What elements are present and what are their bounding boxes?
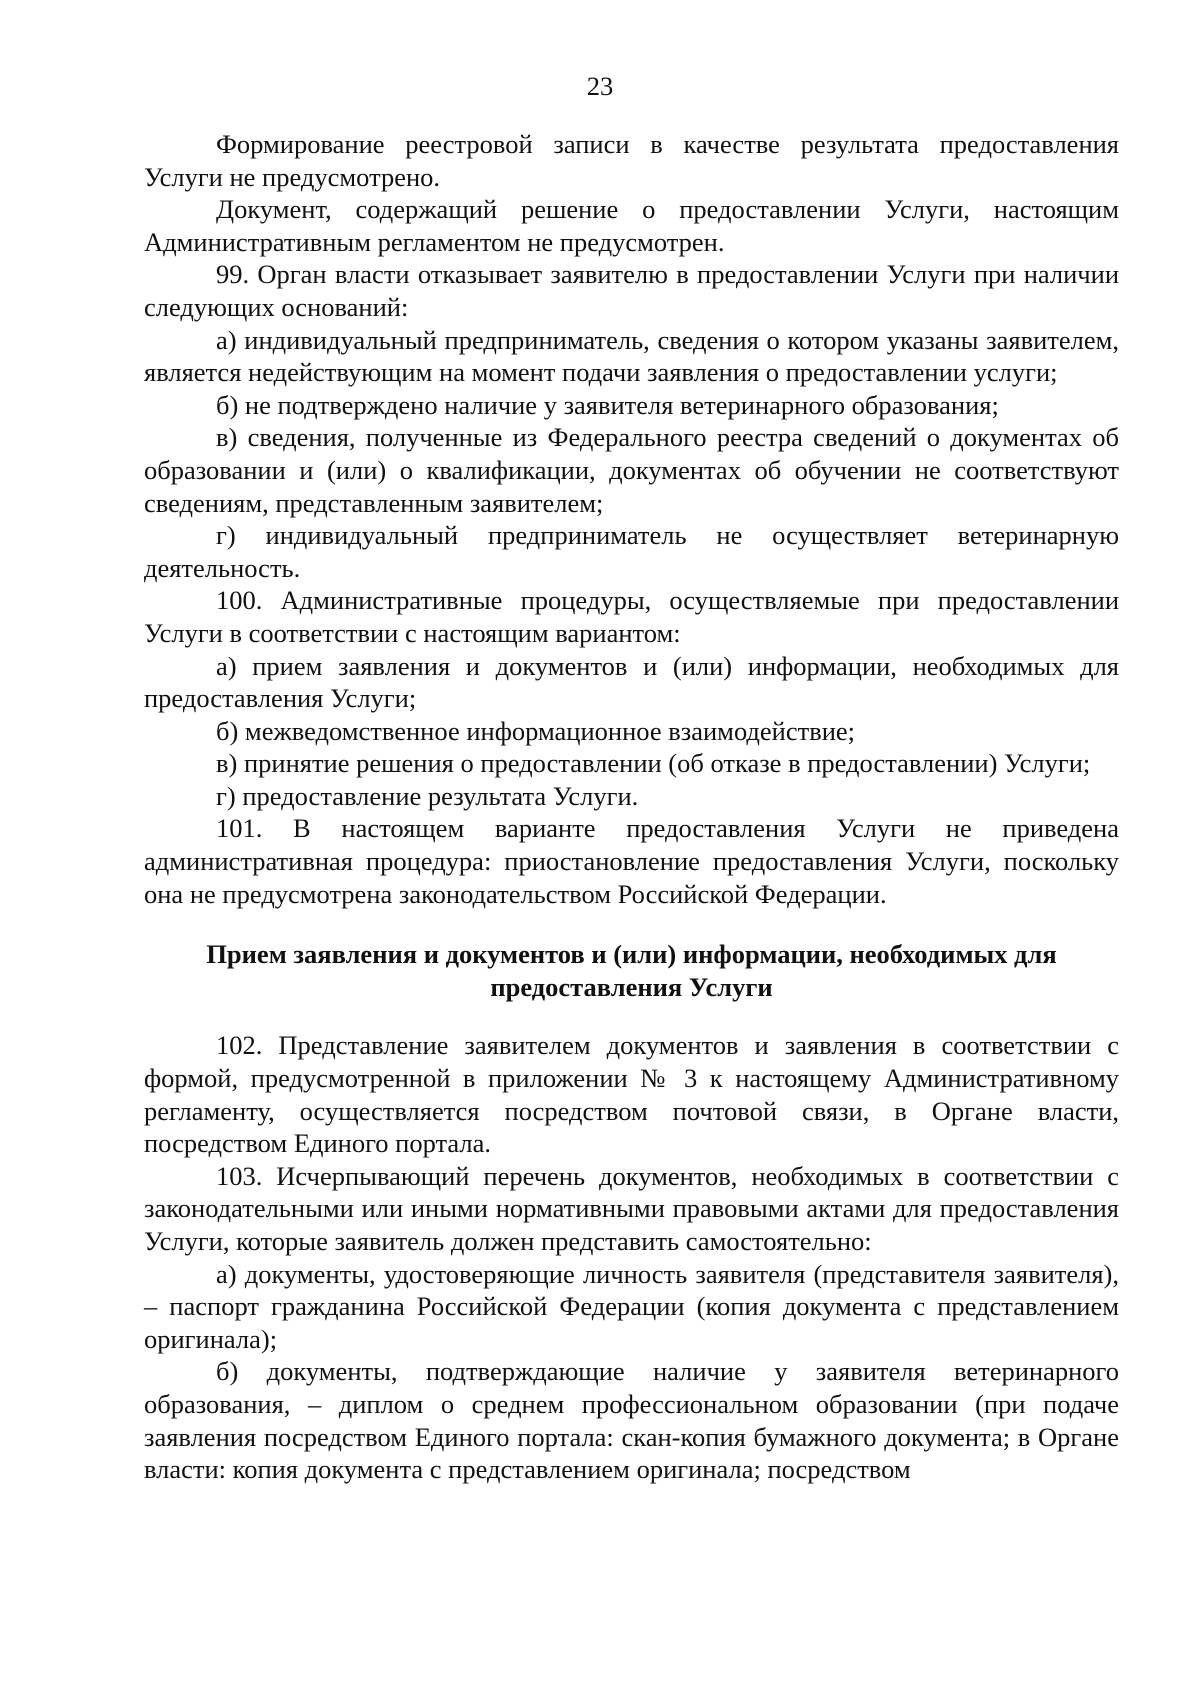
paragraph-103: 103. Исчерпывающий перечень документов, необходимых в соответствии с законодательными или иными нормативными правовыми актами для предоставления Услуги, которые заявитель должен представить самостоятельно: <box>144 1160 1119 1256</box>
paragraph-102: 102. Представление заявителем документов и заявления в соответствии с формой, предусмотренной в приложении № 3 к настоящему Административному регламенту, осуществляется посредством почтовой связи, в Органе власти, посредством Единого портала. <box>144 1030 1119 1159</box>
document-body <box>144 128 1119 1486</box>
paragraph-99-v: в) сведения, полученные из Федерального реестра сведений о документах об образовании и (или) о квалификации, документах об обучении не соответствуют сведениям, представленным заявителем; <box>144 422 1119 518</box>
paragraph-100-b: б) межведомственное информационное взаимодействие; <box>216 715 856 746</box>
paragraph-100: 100. Административные процедуры, осуществляемые при предоставлении Услуги в соответствии с настоящим вариантом: <box>144 585 1119 648</box>
paragraph-99-g: г) индивидуальный предприниматель не осуществляет ветеринарную деятельность. <box>144 520 1119 583</box>
paragraph-99-a: а) индивидуальный предприниматель, сведения о котором указаны заявителем, является недействующим на момент подачи заявления о предоставлении услуги; <box>144 324 1119 388</box>
paragraph-decision-document: Документ, содержащий решение о предоставлении Услуги, настоящим Административным регламентом не предусмотрен. <box>144 194 1119 257</box>
page-number: 23 <box>586 71 614 101</box>
paragraph-100-v: в) принятие решения о предоставлении (об отказе в предоставлении) Услуги; <box>216 748 1091 779</box>
section-heading: Прием заявления и документов и (или) информации, необходимых для предоставления Услуги <box>206 939 1057 1002</box>
paragraph-99-b: б) не подтверждено наличие у заявителя ветеринарного образования; <box>216 389 999 420</box>
paragraph-99: 99. Орган власти отказывает заявителю в предоставлении Услуги при наличии следующих оснований: <box>144 259 1119 322</box>
paragraph-103-b: б) документы, подтверждающие наличие у заявителя ветеринарного образования, – диплом о среднем профессиональном образовании (при подаче заявления посредством Единого портала: скан-копия бумажного документа; в Органе власти: копия документа с представлением оригинала; посредством <box>144 1356 1119 1485</box>
paragraph-registry-entry: Формирование реестровой записи в качестве результата предоставления Услуги не предусмотрено. <box>144 129 1119 192</box>
paragraph-103-a: а) документы, удостоверяющие личность заявителя (представителя заявителя), – паспорт гражданина Российской Федерации (копия документа с представлением оригинала); <box>144 1258 1119 1354</box>
paragraph-100-a: а) прием заявления и документов и (или) информации, необходимых для предоставления Услуги; <box>144 650 1119 714</box>
paragraph-100-g: г) предоставление результата Услуги. <box>216 780 639 811</box>
paragraph-101: 101. В настоящем варианте предоставления Услуги не приведена административная процедура: приостановление предоставления Услуги, поскольку она не предусмотрена законодательством Российской Федерации. <box>144 813 1119 909</box>
